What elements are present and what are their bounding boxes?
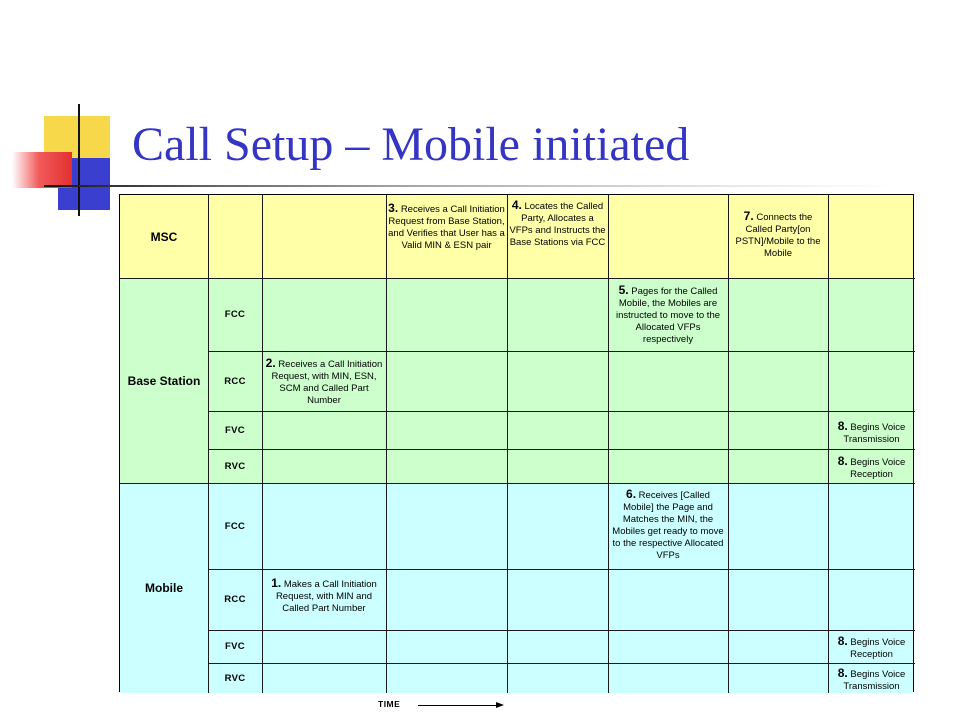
step-8-bs-rvc-text bbox=[828, 455, 915, 483]
channel-label-mobile-fvc: FVC bbox=[225, 641, 245, 652]
step-6-text bbox=[608, 488, 728, 569]
grid-line bbox=[208, 663, 915, 664]
step-4-description: Locates the Called Party, Allocates a VFPs and Instructs the Base Stations via FCC bbox=[509, 201, 606, 248]
step-5-number: 5. bbox=[618, 284, 629, 297]
group-label-base-station: Base Station bbox=[127, 373, 201, 388]
step-8-bs-fvc-text bbox=[828, 420, 915, 449]
grid-line bbox=[262, 195, 263, 693]
grid-line bbox=[728, 195, 729, 693]
step-4-number: 4. bbox=[511, 199, 522, 212]
step-6-description: Receives [Called Mobile] the Page and Matches the MIN, the Mobiles get ready to move to the respective Allocated VFPs bbox=[612, 490, 724, 561]
step-8-description: Begins Voice Reception bbox=[850, 637, 906, 660]
step-6-number: 6. bbox=[626, 488, 637, 501]
step-3-description: Receives a Call Initiation Request from Base Station, and Verifies that User has a Valid MIN & ESN pair bbox=[388, 204, 505, 251]
step-1-description: Makes a Call Initiation Request, with MIN and Called Part Number bbox=[275, 579, 377, 614]
step-8-number: 8. bbox=[837, 667, 848, 680]
step-8-mobile-rvc-text bbox=[828, 667, 915, 693]
time-arrow-icon bbox=[496, 702, 504, 708]
group-label-msc: MSC bbox=[150, 229, 178, 244]
grid-line bbox=[507, 195, 508, 693]
grid-line bbox=[608, 195, 609, 693]
step-2-number: 2. bbox=[265, 357, 276, 370]
channel-label-bs-rcc: RCC bbox=[224, 375, 246, 387]
step-1-text bbox=[262, 577, 386, 630]
step-8-mobile-fvc-text bbox=[828, 635, 915, 663]
grid-line bbox=[208, 351, 915, 352]
step-5-description: Pages for the Called Mobile, the Mobiles are instructed to move to the Allocated VFPs respectively bbox=[615, 286, 721, 345]
step-7-number: 7. bbox=[743, 210, 754, 223]
grid-line bbox=[828, 195, 829, 693]
group-label-mobile: Mobile bbox=[145, 581, 183, 595]
grid-line bbox=[120, 278, 915, 279]
logo-vertical-line bbox=[78, 104, 80, 216]
logo-red-square bbox=[12, 152, 72, 188]
step-7-description: Connects the Called Party[on PSTN]/Mobile to the Mobile bbox=[735, 212, 821, 259]
grid-line bbox=[208, 569, 915, 570]
channel-label-bs-rvc: RVC bbox=[224, 460, 246, 472]
step-7-text bbox=[728, 210, 828, 278]
time-arrow-line bbox=[418, 705, 498, 706]
grid-line bbox=[208, 449, 915, 450]
channel-label-mobile-rvc: RVC bbox=[224, 672, 246, 684]
step-2-description: Receives a Call Initiation Request, with MIN, ESN, SCM and Called Part Number bbox=[271, 359, 383, 406]
channel-label-mobile-rcc: RCC bbox=[224, 594, 246, 605]
grid-line bbox=[208, 411, 915, 412]
step-8-description: Begins Voice Reception bbox=[850, 457, 906, 480]
step-8-description: Begins Voice Transmission bbox=[843, 669, 906, 692]
grid-line bbox=[386, 195, 387, 693]
channel-label-bs-fcc: FCC bbox=[224, 309, 246, 320]
step-8-number: 8. bbox=[837, 420, 848, 433]
call-setup-table bbox=[119, 194, 914, 692]
grid-line bbox=[208, 195, 209, 693]
step-8-description: Begins Voice Transmission bbox=[843, 422, 906, 445]
grid-line bbox=[208, 630, 915, 631]
step-3-number: 3. bbox=[388, 202, 399, 215]
step-4-text bbox=[507, 199, 608, 278]
channel-label-bs-fvc: FVC bbox=[225, 424, 245, 436]
step-1-number: 1. bbox=[271, 577, 282, 590]
time-axis-label: TIME bbox=[378, 699, 401, 709]
step-2-text bbox=[262, 357, 386, 411]
title-underline bbox=[44, 185, 896, 187]
slide-title: Call Setup – Mobile initiated bbox=[132, 118, 690, 171]
step-3-text bbox=[386, 202, 507, 278]
grid-line bbox=[120, 483, 915, 484]
step-8-number: 8. bbox=[837, 635, 848, 648]
step-8-number: 8. bbox=[837, 455, 848, 468]
step-5-text bbox=[608, 284, 728, 351]
channel-label-mobile-fcc: FCC bbox=[224, 520, 246, 532]
